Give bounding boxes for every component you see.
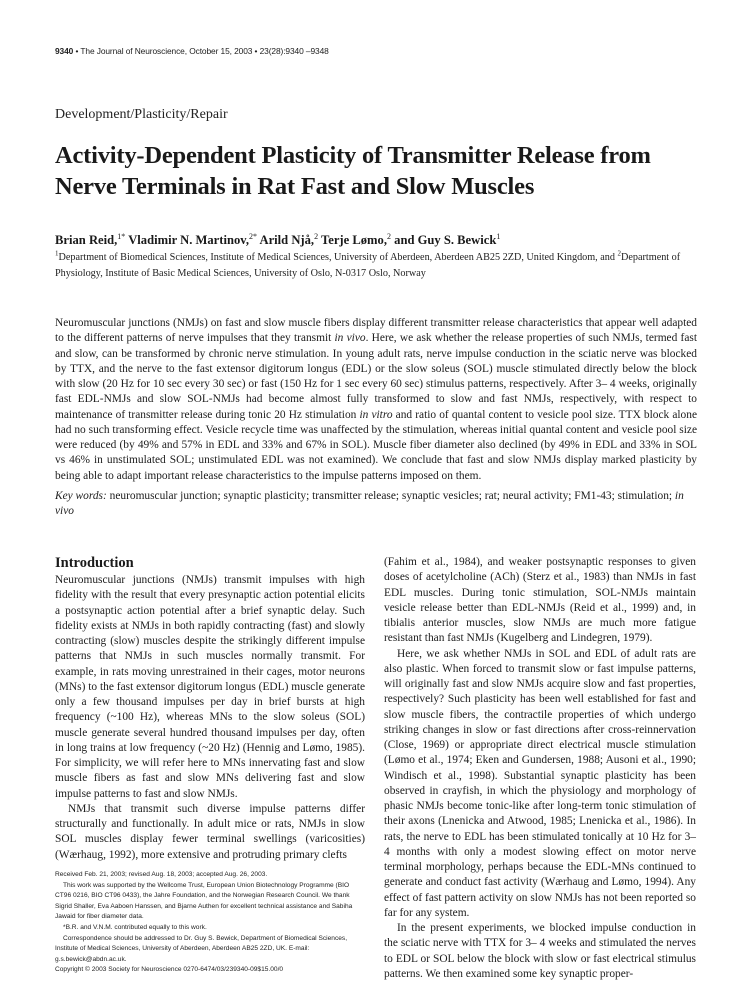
author-name: Terje Lømo,	[320, 233, 387, 247]
author-marks: 1	[496, 231, 501, 241]
left-column	[55, 573, 365, 863]
right-column	[384, 555, 696, 982]
author-name: Vladimir N. Martinov,	[128, 233, 250, 247]
author-marks: 2	[314, 231, 319, 241]
footnote-received: Received Feb. 21, 2003; revised Aug. 18, 2003; accepted Aug. 26, 2003.	[55, 871, 268, 878]
author-marks: 2	[386, 231, 391, 241]
author-name: Brian Reid,	[55, 233, 118, 247]
abstract-italic: in vivo	[334, 332, 366, 345]
footnotes	[55, 870, 367, 976]
author-marks: 1*	[117, 231, 126, 241]
affiliation-mark: 1	[55, 249, 59, 258]
author-marks: 2*	[249, 231, 258, 241]
page-number: 9340	[55, 46, 74, 56]
section-label: Development/Plasticity/Repair	[55, 107, 228, 122]
author-name: and Guy S. Bewick	[394, 233, 497, 247]
paragraph: In the present experiments, we blocked impulse conduction in the sciatic nerve with TTX for 3– 4 weeks and stimulated the nerves to EDL or SOL below the block with slow or fast electrical stimulus patterns. We then examined some key synaptic proper-	[384, 922, 696, 980]
keywords	[55, 489, 697, 520]
footnote-support: This work was supported by the Wellcome Trust, European Union Biotechnology Programme (BIO CT96 0216, BIO CT96 0433), the Jahre Foundation, and the Norwegian Research Council. We thank Sigrid Shaller, Eva Aaboen Hanssen, and Bjarne Authen for excellent technical assistance and Sabiha Jawaid for fiber diameter data.	[55, 881, 353, 921]
paragraph: (Fahim et al., 1984), and weaker postsynaptic responses to given doses of acetylcholine (ACh) (Sterz et al., 1983) than NMJs in fast EDL muscles. During tonic stimulation, SOL-NMJs maintain vesicle release better than EDL-NMJs (Reid et al., 1999) and, in tibialis anterior muscles, slow NMJs are much more fatigue resistant than fast NMJs (Kugelberg and Lindegren, 1979).	[384, 556, 696, 645]
affiliation-oslo: Department of Physiology, Institute of Basic Medical Sciences, University of Oslo, N-0317 Oslo, Norway	[55, 252, 681, 279]
introduction-heading: Introduction	[55, 555, 134, 571]
footnote-copyright: Copyright © 2003 Society for Neuroscience 0270-6474/03/239340-09$15.00/0	[55, 966, 284, 974]
keywords-list: neuromuscular junction; synaptic plasticity; transmitter release; synaptic vesicles; rat; neural activity; FM1-43; stimulation;	[106, 490, 675, 502]
journal-citation: • The Journal of Neuroscience, October 15, 2003 • 23(28):9340 –9348	[73, 46, 329, 56]
keywords-label: Key words:	[55, 490, 107, 502]
running-header	[55, 46, 329, 56]
abstract-text: and ratio of quantal content to vesicle pool size. TTX block alone had no such transforming effect. Vesicle recycle time was unaffected by the stimulation, whereas initial quantal content and vesicle pool size were reduced (by 49% and 57% in EDL and 33% and 67% in SOL). Muscle fiber diameter also declined (by 49% in EDL and 33% in SOL vs 46% in unstimulated SOL; unstimulated EDL was not examined). We conclude that fast and slow NMJs display marked plasticity by being able to adapt important release characteristics to the impulse patterns imposed on them.	[55, 408, 698, 482]
keywords-italic: in vivo	[55, 490, 684, 518]
author-list	[55, 233, 500, 248]
abstract-text: Neuromuscular junctions (NMJs) on fast and slow muscle fibers display different transmitter release characteristics that appear well adapted to the different patterns of nerve impulses that they transmit	[55, 317, 697, 345]
paragraph: Neuromuscular junctions (NMJs) transmit impulses with high fidelity with the result that every presynaptic action potential elicits a postsynaptic action potential after a brief synaptic delay. Such fidelity exists at NMJs in both rapidly contracting (fast) and slowly contracting (slow) muscles despite the strikingly different impulse patterns that NMJs in such muscles normally transmit. For example, in rats moving unrestrained in their cages, motor neurons (MNs) to the fast extensor digitorum longus (EDL) muscle generate only a few thousand impulses per day in brief bursts at high frequency (~100 Hz), whereas MNs to the slow soleus (SOL) muscle generate several hundred thousand impulses per day, often in long trains at low frequency (~20 Hz) (Hennig and Lømo, 1985). For simplicity, we will refer here to MNs innervating fast and slow muscle fibers as fast and slow MNs delivering fast and slow impulse patterns to fast and slow NMJs.	[55, 574, 365, 800]
author-name: Arild Njå,	[259, 233, 315, 247]
abstract-text: . Here, we ask whether the release properties of such NMJs, termed fast and slow, can be transformed by chronic nerve stimulation. In young adult rats, nerve impulse conduction in the sciatic nerve was blocked by TTX, and the nerve to the fast extensor digitorum longus (EDL) or the slow soleus (SOL) muscle stimulated directly below the block with slow (20 Hz for 10 sec every 30 sec) or fast (150 Hz for 1 sec every 60 sec) stimulus patterns, respectively. After 3– 4 weeks, originally fast EDL-NMJs and slow SOL-NMJs had become almost fully transformed to slow and fast NMJs, respectively, with respect to maintenance of transmitter release during tonic 20 Hz stimulation	[55, 332, 697, 421]
paragraph: NMJs that transmit such diverse impulse patterns differ structurally and functionally. In adult mice or rats, NMJs in slow SOL muscles display fewer terminal swellings (varicosities) (Wærhaug, 1992), more extensive and protruding primary clefts	[55, 802, 365, 861]
paragraph: Here, we ask whether NMJs in SOL and EDL of adult rats are also plastic. When forced to transmit slow or fast impulse patterns, will originally fast and slow NMJs acquire slow and fast properties, respectively? Such plasticity has been well established for fast and slow muscle fibers, the contractile properties of which undergo striking changes in slow or fast directions after cross-reinnervation (Close, 1969) or appropriate direct electrical muscle stimulation (Lømo et al., 1974; Eken and Gundersen, 1988; Ausoni et al., 1990; Windisch et al., 1998). Substantial synaptic plasticity has been observed in crayfish, in which the physiology and morphology of phasic NMJs become tonic-like after long-term tonic stimulation of their axons (Lnenicka and Atwood, 1985; Lnenicka et al., 1986). In rats, the nerve to EDL has been stimulated tonically at 10 Hz for 3–4 months with only a modest slowing effect on motor nerve terminal morphology, perhaps because the EDL-MNs continued to generate and conduct fast activity (Wærhaug and Lømo, 1994). Any effect of fast pattern activity on slow NMJs has not been reported so far for any system.	[384, 647, 696, 919]
footnote-equal-contribution: *B.R. and V.N.M. contributed equally to this work.	[63, 923, 207, 931]
affiliations	[55, 250, 695, 282]
affiliation-aberdeen: Department of Biomedical Sciences, Institute of Medical Sciences, University of Aberdeen, Aberdeen AB25 2ZD, United Kingdom, and	[58, 252, 618, 263]
article-title: Activity-Dependent Plasticity of Transmitter Release from Nerve Terminals in Rat Fast and Slow Muscles	[55, 142, 651, 200]
abstract-italic: in vitro	[359, 408, 393, 421]
affiliation-mark: 2	[617, 249, 622, 258]
footnote-correspondence: Correspondence should be addressed to Dr. Guy S. Bewick, Department of Biomedical Sciences, Institute of Medical Sciences, University of Aberdeen, Aberdeen AB25 2ZD, UK. E-mail: g.s.bewick@abdn.ac.uk.	[55, 934, 348, 963]
abstract	[55, 316, 697, 484]
